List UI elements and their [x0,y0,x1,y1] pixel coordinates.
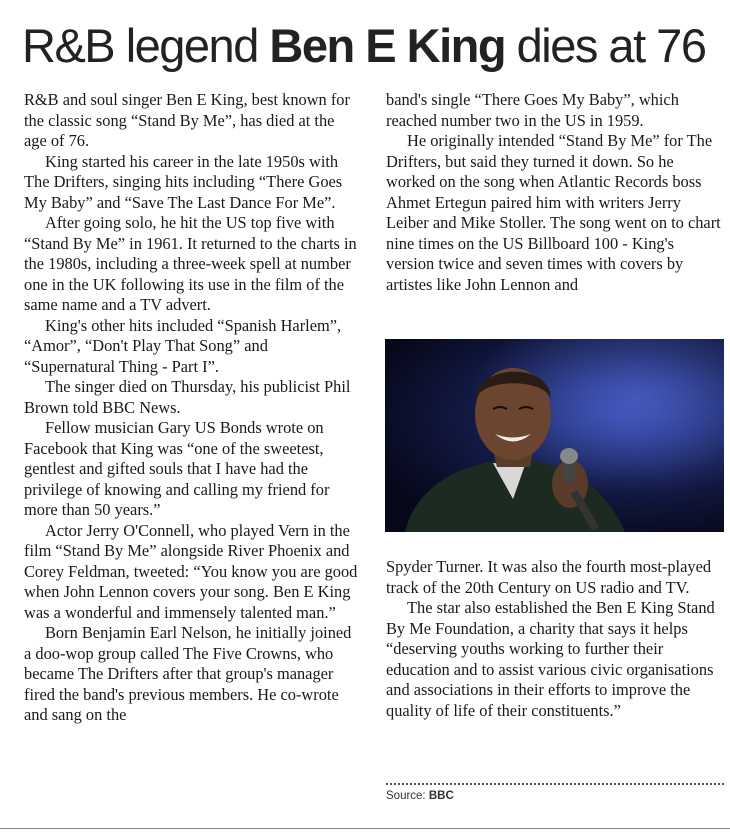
singer-photo [385,339,724,532]
paragraph: King started his career in the late 1950s with The Drifters, singing hits including “There Goes My Baby” and “Save The Last Dance For Me”. [24,151,343,212]
headline-part3: dies at 76 [505,19,706,72]
article-column-2-top [386,90,724,295]
paragraph: R&B and soul singer Ben E King, best known for the classic song “Stand By Me”, has died at the age of 76. [24,90,350,150]
source-label: Source: [386,790,429,802]
paragraph: Fellow musician Gary US Bonds wrote on Facebook that King was “one of the sweetest, gentlest and gifted souls that I have had the privilege of knowing and calling my friend for more than 50 years.” [24,418,330,519]
headline-part1: R&B legend [22,19,270,72]
paragraph: He originally intended “Stand By Me” for The Drifters, but said they turned it down. So he worked on the song when Atlantic Records boss Ahmet Ertegun paired him with writers Jerry Leiber and Mike Stoller. The song went on to chart nine times on the US Billboard 100 - King's version twice and seven times with covers by artistes like John Lennon and [386,131,721,294]
paragraph: The star also established the Ben E King Stand By Me Foundation, a charity that says it helps “deserving youths working to further their education and to assist various civic organisations and associations in their efforts to improve the quality of life of their constituents.” [386,598,715,720]
paragraph: band's single “There Goes My Baby”, which reached number two in the US in 1959. [386,90,679,130]
paragraph: Actor Jerry O'Connell, who played Vern in the film “Stand By Me” alongside River Phoenix and Corey Feldman, tweeted: “You know you are good when John Lennon covers your song. Ben E King was a wonderful and immensely talented man.” [24,520,358,622]
paragraph: Born Benjamin Earl Nelson, he initially joined a doo-wop group called The Five Crowns, who became The Drifters after that group's manager fired the band's previous members. He co-wrote and sang on the [24,623,352,724]
source-value: BBC [428,790,454,802]
source-credit [386,790,454,802]
headline [22,18,722,74]
paragraph: After going solo, he hit the US top five with “Stand By Me” in 1961. It returned to the charts in the 1980s, including a three-week spell at number one in the UK following its use in the film of the same name and a TV advert. [24,213,357,314]
paragraph: King's other hits included “Spanish Harlem”, “Amor”, “Don't Play That Song” and “Supernatural Thing - Part I”. [24,315,342,376]
paragraph: Spyder Turner. It was also the fourth most-played track of the 20th Century on US radio and TV. [386,557,712,597]
article-column-2-bottom [386,557,724,721]
headline-name: Ben E King [269,19,506,72]
page-bottom-rule [0,828,730,829]
dotted-divider [386,783,724,785]
article-column-1 [24,90,360,726]
paragraph: The singer died on Thursday, his publicist Phil Brown told BBC News. [24,377,351,417]
